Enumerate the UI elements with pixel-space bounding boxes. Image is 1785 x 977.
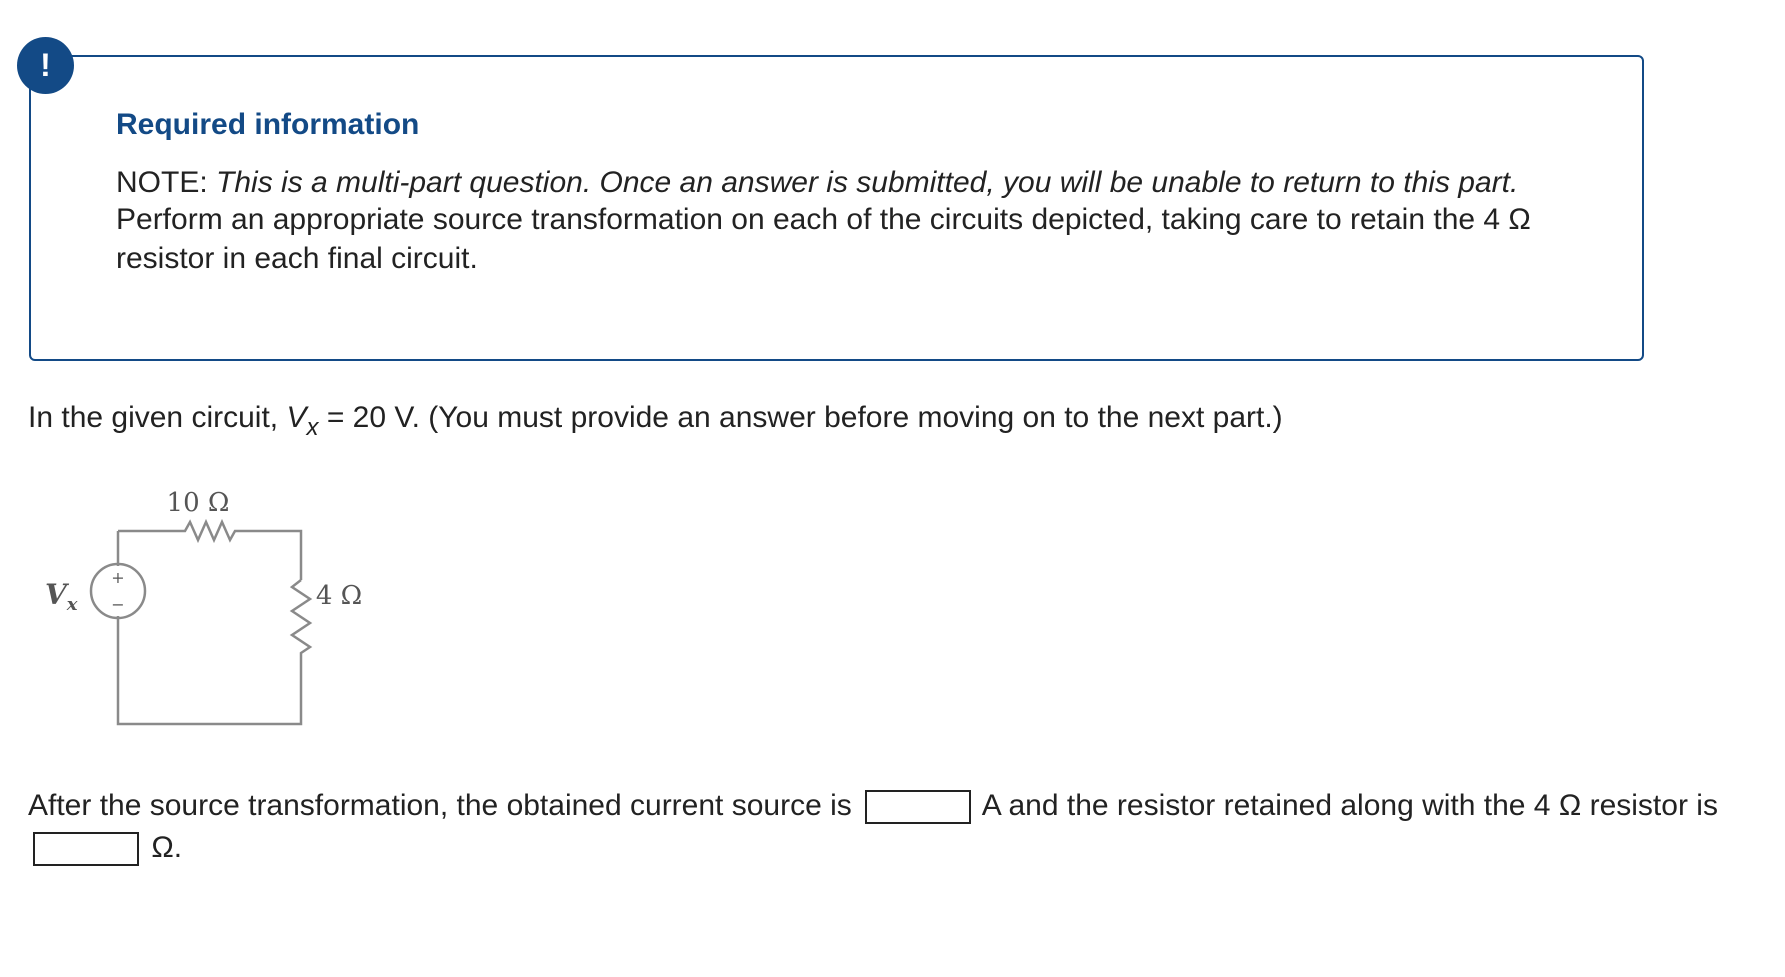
prompt-variable-subscript: x <box>306 414 319 441</box>
note-paragraph <box>116 165 1556 200</box>
required-information-content <box>116 107 1556 278</box>
answer-unit-1: A and the resistor retained along with the 4 Ω resistor is <box>981 789 1718 822</box>
source-minus-sign: − <box>111 595 125 614</box>
source-label <box>45 578 78 615</box>
question-prompt <box>28 398 1283 440</box>
prompt-variable: V <box>286 401 307 434</box>
source-label-sub: x <box>66 594 78 615</box>
top-resistor-label: 10 Ω <box>166 488 230 518</box>
answer-statement <box>28 785 1728 869</box>
resistor-answer-input[interactable] <box>33 832 139 866</box>
answer-text-1: After the source transformation, the obtained current source is <box>28 789 852 822</box>
current-source-answer-input[interactable] <box>865 790 971 824</box>
source-label-main: V <box>45 578 67 611</box>
required-information-heading: Required information <box>116 108 420 141</box>
note-label: NOTE: <box>116 166 208 199</box>
right-resistor-label: 4 Ω <box>315 581 363 611</box>
required-information-box <box>29 55 1644 361</box>
right-resistor-zigzag <box>292 580 310 671</box>
prompt-text-before: In the given circuit, <box>28 401 287 434</box>
top-resistor-zigzag <box>118 522 301 580</box>
info-alert-icon: ! <box>17 37 74 94</box>
wire-bottom <box>118 616 301 724</box>
prompt-text-after: = 20 V. (You must provide an answer before moving on to the next part.) <box>318 401 1283 434</box>
answer-unit-2: Ω. <box>151 831 183 864</box>
circuit-diagram <box>35 486 390 732</box>
source-plus-sign: + <box>111 568 125 587</box>
instructions-text: Perform an appropriate source transformation on each of the circuits depicted, taking care to retain the 4 Ω resistor in each final circuit. <box>116 203 1531 275</box>
note-text: This is a multi-part question. Once an answer is submitted, you will be unable to return to this part. <box>216 166 1519 199</box>
